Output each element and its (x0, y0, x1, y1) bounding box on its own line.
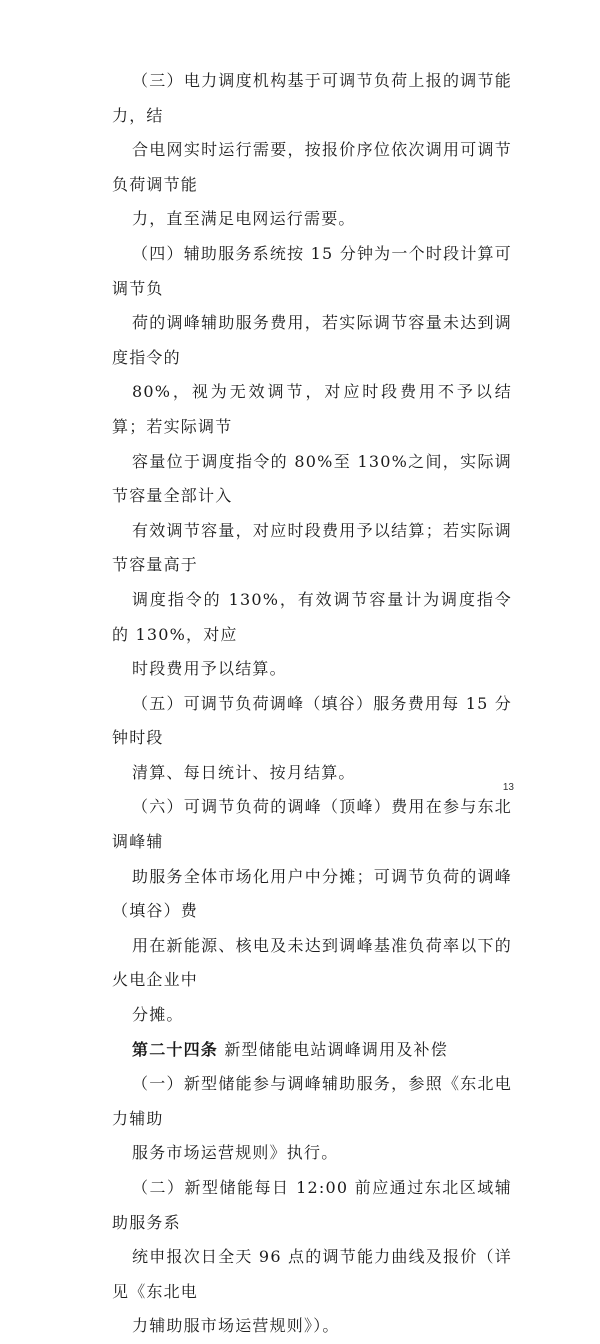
text-line: 调度指令的 130%，有效调节容量计为调度指令的 130%，对应 (112, 589, 512, 644)
text-line: 容量位于调度指令的 80%至 130%之间，实际调节容量全部计入 (112, 451, 512, 506)
article-title: 新型储能电站调峰调用及补偿 (224, 1039, 448, 1059)
text-line: 清算、每日统计、按月结算。 (132, 762, 356, 782)
paragraph-section-3 (112, 64, 512, 237)
text-line: 80%，视为无效调节，对应时段费用不予以结算；若实际调节 (112, 382, 512, 436)
text-line: 时段费用予以结算。 (132, 659, 287, 679)
text-line: （四）辅助服务系统按 15 分钟为一个时段计算可调节负 (112, 243, 512, 298)
article-24-paragraph-2 (112, 1171, 512, 1344)
text-line: （五）可调节负荷调峰（填谷）服务费用每 15 分钟时段 (112, 693, 512, 748)
text-line: 统申报次日全天 96 点的调节能力曲线及报价（详见《东北电 (112, 1247, 512, 1301)
text-line: 合电网实时运行需要，按报价序位依次调用可调节负荷调节能 (112, 140, 512, 194)
article-number: 第二十四条 (132, 1039, 219, 1059)
text-line: 分摊。 (132, 1005, 184, 1025)
paragraph-section-4 (112, 237, 512, 687)
text-line: （三）电力调度机构基于可调节负荷上报的调节能力，结 (112, 71, 512, 125)
article-24-heading (112, 1033, 512, 1068)
text-line: （一）新型储能参与调峰辅助服务，参照《东北电力辅助 (112, 1074, 512, 1128)
article-24-paragraph-1 (112, 1067, 512, 1171)
text-line: （二）新型储能每日 12:00 前应通过东北区域辅助服务系 (112, 1178, 512, 1232)
text-line: （六）可调节负荷的调峰（顶峰）费用在参与东北调峰辅 (112, 797, 512, 852)
text-line: 力辅助服市场运营规则》）。 (132, 1316, 340, 1336)
text-line: 助服务全体市场化用户中分摊；可调节负荷的调峰（填谷）费 (112, 866, 512, 921)
paragraph-section-5 (112, 687, 512, 791)
document-body (112, 64, 512, 1344)
paragraph-section-6 (112, 790, 512, 1032)
text-line: 用在新能源、核电及未达到调峰基准负荷率以下的火电企业中 (112, 935, 512, 990)
text-line: 有效调节容量，对应时段费用予以结算；若实际调节容量高于 (112, 520, 512, 575)
text-line: 荷的调峰辅助服务费用，若实际调节容量未达到调度指令的 (112, 313, 512, 367)
text-line: 服务市场运营规则》执行。 (132, 1143, 339, 1163)
text-line: 力，直至满足电网运行需要。 (132, 209, 356, 229)
page-number: 13 (502, 782, 514, 793)
